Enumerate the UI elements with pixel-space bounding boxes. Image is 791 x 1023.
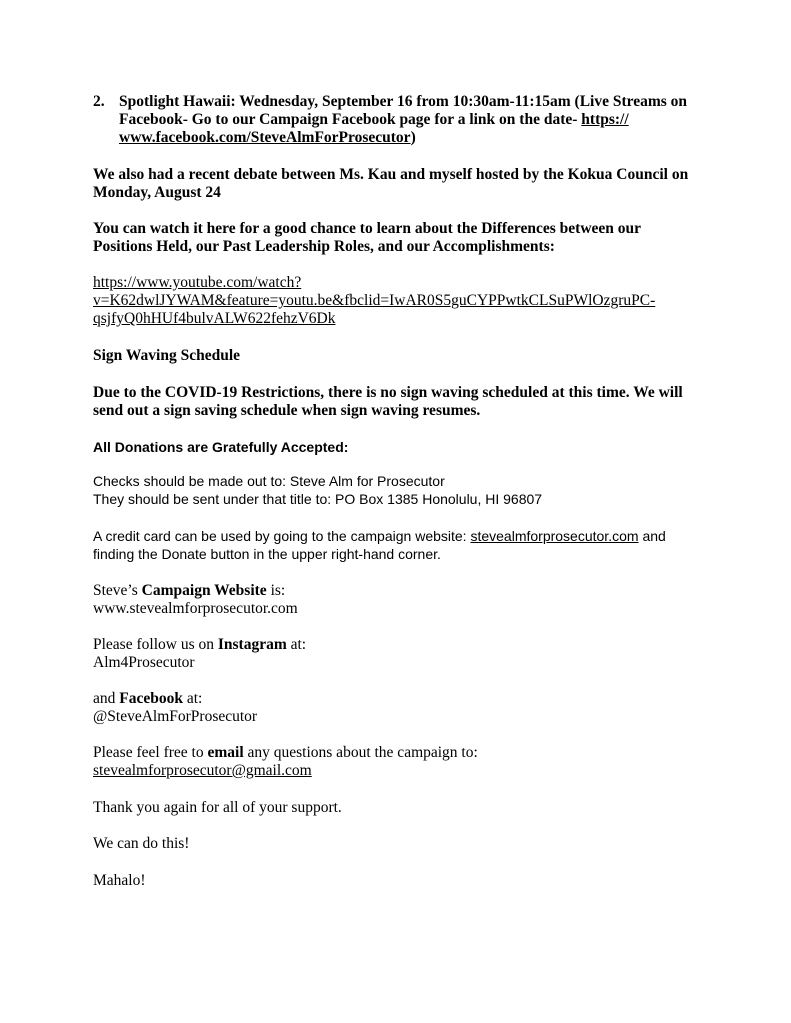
instagram-bold: Instagram — [217, 636, 287, 653]
donations-heading-text: All Donations are Gratefully Accepted: — [93, 439, 349, 455]
facebook-prefix: and — [93, 690, 116, 707]
thanks-line — [93, 799, 713, 817]
facebook-link-part2[interactable]: www.facebook.com/SteveAlmForProsecutor — [119, 129, 411, 146]
debate-line1: We also had a recent debate between Ms. Kau and myself hosted by the Kokua Council on — [93, 166, 689, 183]
checks-line2: They should be sent under that title to: PO Box 1385 Honolulu, HI 96807 — [93, 491, 543, 507]
can-do-text: We can do this! — [93, 835, 190, 852]
sign-waving-line1: Due to the COVID-19 Restrictions, there is no sign waving scheduled at this time. We will — [93, 384, 683, 401]
close-paren: ) — [410, 129, 416, 146]
email-prefix: Please feel free to — [93, 744, 204, 761]
checks-paragraph — [93, 472, 713, 508]
sign-waving-line2: send out a sign saving schedule when sign waving resumes. — [93, 402, 481, 419]
spotlight-line3 — [119, 129, 713, 147]
instagram-prefix: Please follow us on — [93, 636, 214, 653]
website-line1 — [93, 582, 713, 600]
facebook-bold: Facebook — [119, 690, 183, 707]
watch-line1: You can watch it here for a good chance to learn about the Differences between our — [93, 220, 642, 237]
list-item-body — [119, 93, 713, 147]
credit-prefix: A credit card can be used by going to the campaign website: — [93, 528, 467, 544]
credit-card-paragraph — [93, 527, 713, 563]
debate-paragraph — [93, 166, 713, 202]
spotlight-line1: Spotlight Hawaii: Wednesday, September 16 from 10:30am-11:15am (Live Streams on — [119, 93, 688, 110]
website-paragraph — [93, 582, 713, 618]
website-url: www.stevealmforprosecutor.com — [93, 600, 298, 617]
mahalo-text: Mahalo! — [93, 872, 146, 889]
instagram-line1 — [93, 636, 713, 654]
email-paragraph — [93, 744, 713, 780]
mahalo-line — [93, 872, 713, 890]
watch-line2: Positions Held, our Past Leadership Roles, and our Accomplishments: — [93, 238, 555, 255]
can-do-line — [93, 835, 713, 853]
email-line1 — [93, 744, 713, 762]
credit-suffix: and — [642, 528, 666, 544]
spotlight-line2 — [119, 111, 713, 129]
website-prefix: Steve’s — [93, 582, 138, 599]
facebook-link-part1[interactable]: https:// — [581, 111, 629, 128]
watch-paragraph — [93, 220, 713, 256]
email-suffix: any questions about the campaign to: — [247, 744, 478, 761]
list-item-spotlight — [93, 93, 713, 147]
debate-line2: Monday, August 24 — [93, 184, 221, 201]
youtube-link-block — [93, 274, 713, 328]
credit-line1 — [93, 527, 713, 545]
sign-waving-heading — [93, 347, 713, 365]
sign-waving-heading-text: Sign Waving Schedule — [93, 347, 241, 364]
facebook-suffix: at: — [186, 690, 203, 707]
thanks-text: Thank you again for all of your support. — [93, 799, 342, 816]
facebook-paragraph — [93, 690, 713, 726]
youtube-link-line2[interactable]: v=K62dwlJYWAM&feature=youtu.be&fbclid=IwAR0S5guCYPPwtkCLSuPWlOzgruPC- — [93, 292, 656, 309]
youtube-link-line1[interactable]: https://www.youtube.com/watch? — [93, 274, 302, 291]
campaign-website-link[interactable]: stevealmforprosecutor.com — [470, 528, 639, 544]
donations-heading — [93, 438, 713, 456]
website-suffix: is: — [270, 582, 286, 599]
instagram-handle: Alm4Prosecutor — [93, 654, 195, 671]
sign-waving-paragraph — [93, 384, 713, 420]
instagram-suffix: at: — [290, 636, 307, 653]
credit-line2: finding the Donate button in the upper right-hand corner. — [93, 546, 441, 562]
list-number: 2. — [93, 93, 105, 110]
facebook-handle: @SteveAlmForProsecutor — [93, 708, 258, 725]
facebook-line1 — [93, 690, 713, 708]
checks-line1: Checks should be made out to: Steve Alm for Prosecutor — [93, 473, 445, 489]
youtube-link-line3[interactable]: qsjfyQ0hHUf4bulvALW622fehzV6Dk — [93, 310, 336, 327]
email-address-link[interactable]: stevealmforprosecutor@gmail.com — [93, 762, 312, 779]
email-bold: email — [207, 744, 244, 761]
website-bold: Campaign Website — [141, 582, 267, 599]
instagram-paragraph — [93, 636, 713, 672]
spotlight-line2-text: Facebook- Go to our Campaign Facebook page for a link on the date- — [119, 111, 578, 128]
